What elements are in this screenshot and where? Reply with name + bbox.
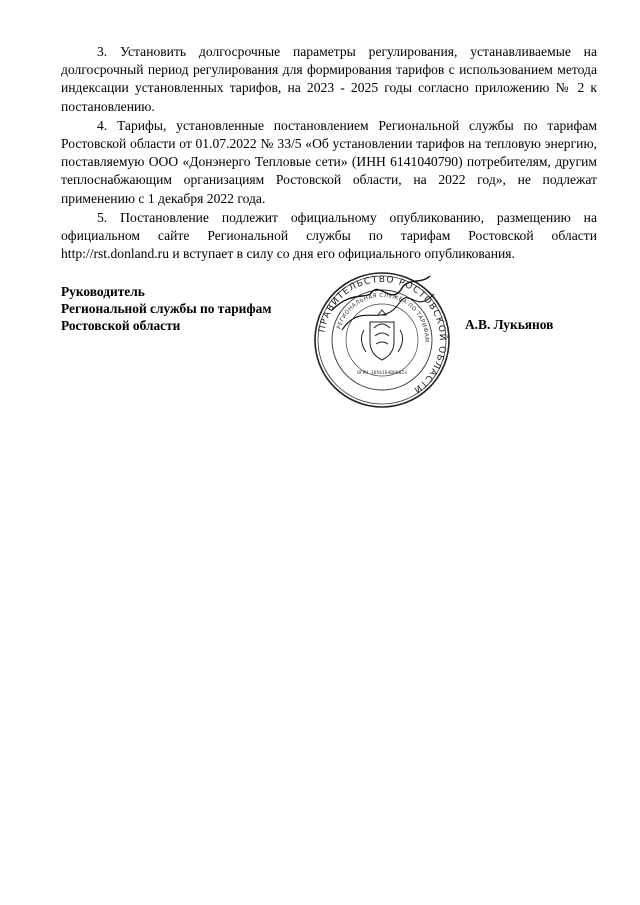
seal-outer-text: ПРАВИТЕЛЬСТВО РОСТОВСКОЙ ОБЛАСТИ xyxy=(317,274,448,396)
paragraph-5: 5. Постановление подлежит официальному опубликованию, размещению на официальном сайте Региональной службы по тарифам Ростовской области http://rst.donland.ru и вступает в силу со дня его официального опубликования. xyxy=(61,209,597,262)
coat-of-arms-icon xyxy=(361,310,402,360)
document-body xyxy=(61,43,597,264)
signer-name: А.В. Лукьянов xyxy=(465,317,554,332)
official-seal-icon xyxy=(312,270,452,410)
paragraph-4: 4. Тарифы, установленные постановлением Региональной службы по тарифам Ростовской области от 01.07.2022 № 33/5 «Об установлении тарифов на тепловую энергию, поставляемую ООО «Донэнерго Тепловые сети» (ИНН 6141040790) потребителям, другим теплоснабжающим организациям Ростовской области, на 2022 год», не подлежат применению с 1 декабря 2022 года. xyxy=(61,117,597,206)
signer-title-line-2: Региональной службы по тарифам xyxy=(61,301,272,316)
seal-inner-text: РЕГИОНАЛЬНАЯ СЛУЖБА ПО ТАРИФАМ xyxy=(336,292,430,343)
signer-title-line-3: Ростовской области xyxy=(61,318,181,333)
seal-ogrn-text: ОГРН 1056164000023 xyxy=(357,371,407,376)
signer-title xyxy=(61,283,271,334)
paragraph-3: 3. Установить долгосрочные параметры регулирования, устанавливаемые на долгосрочный период регулирования для формирования тарифов с использованием метода индексации установленных тарифов, на 2023 - 2025 годы согласно приложению № 2 к постановлению. xyxy=(61,44,597,114)
signer-title-line-1: Руководитель xyxy=(61,284,145,299)
